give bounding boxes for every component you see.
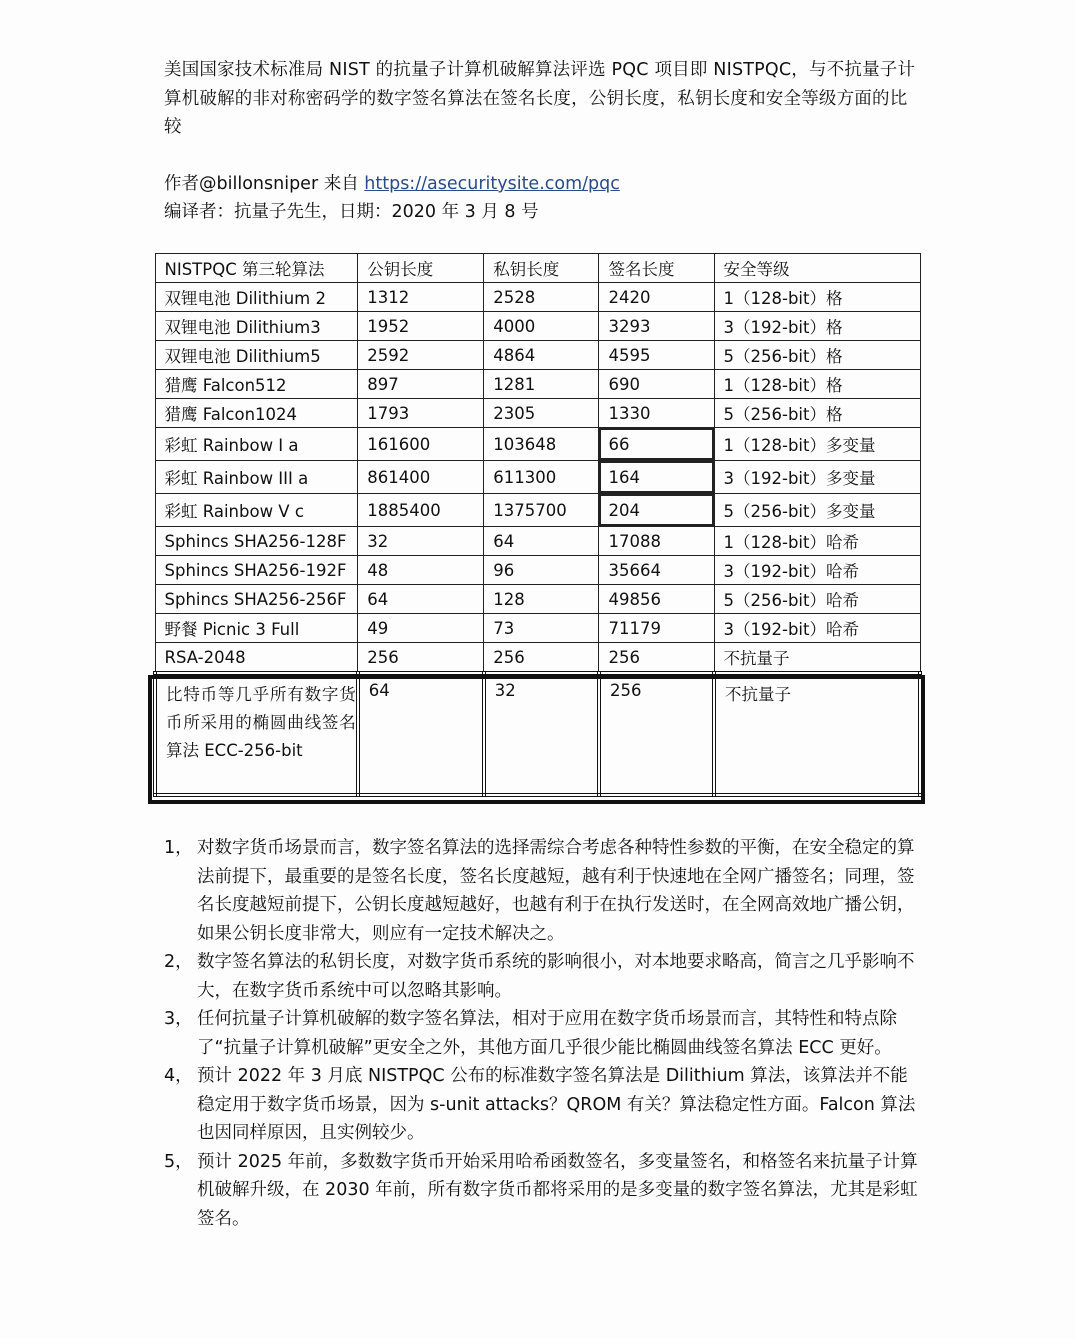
table-cell: 3（192-bit）哈希 [714,556,920,585]
header-cell: 签名长度 [599,254,714,283]
table-cell: 3（192-bit）多变量 [714,461,920,494]
table-cell: 不抗量子 [714,673,920,795]
table-cell: 64 [358,585,484,614]
table-row [155,399,920,428]
table-cell: 不抗量子 [714,643,920,674]
list-item [164,1148,924,1234]
table-cell: 35664 [599,556,714,585]
table-cell: 5（256-bit）哈希 [714,585,920,614]
table-cell: 1375700 [484,494,599,527]
table-cell: 猎鹰 Falcon1024 [155,399,358,428]
note-text: 对数字货币场景而言，数字签名算法的选择需综合考虑各种特性参数的平衡，在安全稳定的算法前提下，最重要的是签名长度，签名长度越短，越有利于快速地在全网广播签名；同理，签名长度越短前提下，公钥长度越短越好，也越有利于在执行发送时，在全网高效地广播公钥，如果公钥长度非常大，则应有一定技术解决之。 [197,838,915,944]
table-cell: 1330 [599,399,714,428]
header-cell: 私钥长度 [484,254,599,283]
intro-paragraph: 美国国家技术标准局 NIST 的抗量子计算机破解算法评选 PQC 项目即 NISTPQC，与不抗量子计算机破解的非对称密码学的数字签名算法在签名长度，公钥长度，私钥长度和安全等级方面的比较 [164,60,916,137]
table-cell: 71179 [599,614,714,643]
table-cell: 161600 [358,428,484,461]
table-cell: 32 [484,673,599,795]
highlighted-signature-cell: 164 [599,461,714,494]
author-text: 作者@billonsniper 来自 [164,174,365,194]
table-cell: 256 [358,643,484,674]
table-cell: 690 [599,370,714,399]
table-cell: 双锂电池 Dilithium5 [155,341,358,370]
table-cell: 128 [484,585,599,614]
table-cell: 猎鹰 Falcon512 [155,370,358,399]
note-number: 5， [164,1151,193,1172]
table-cell: 611300 [484,461,599,494]
table-cell: 彩虹 Rainbow V c [155,494,358,527]
table-cell: 2528 [484,283,599,312]
table-cell: 897 [358,370,484,399]
table-row [155,527,920,556]
table-cell: 双锂电池 Dilithium3 [155,312,358,341]
table-row [155,494,920,527]
table-cell: 32 [358,527,484,556]
note-number: 3， [164,1009,193,1029]
editor-line: 编译者：抗量子先生，日期：2020 年 3 月 8 号 [164,202,539,222]
table-cell: 256 [484,643,599,674]
list-item [164,1005,924,1062]
table-cell: 5（256-bit）多变量 [714,494,920,527]
note-text: 数字签名算法的私钥长度，对数字货币系统的影响很小，对本地要求略高，简言之几乎影响不大，在数字货币系统中可以忽略其影响。 [197,952,915,1001]
table-cell: 彩虹 Rainbow III a [155,461,358,494]
table-cell: 64 [358,673,484,795]
table-row [155,428,920,461]
table-cell: 256 [599,643,714,674]
table-cell: RSA-2048 [155,643,358,674]
note-text: 任何抗量子计算机破解的数字签名算法，相对于应用在数字货币场景而言，其特性和特点除了“抗量子计算机破解”更安全之外，其他方面几乎很少能比椭圆曲线签名算法 ECC 更好。 [197,1009,897,1058]
table-cell: 1（128-bit）多变量 [714,428,920,461]
table-cell: 彩虹 Rainbow I a [155,428,358,461]
table-cell: 73 [484,614,599,643]
comparison-table [153,253,922,797]
notes-list [164,834,924,1233]
table-row [155,643,920,674]
table-cell: 256 [599,673,714,795]
list-item [164,834,924,948]
table-row [155,556,920,585]
table-cell: 17088 [599,527,714,556]
table-cell: 1（128-bit）格 [714,370,920,399]
table-cell: 2305 [484,399,599,428]
table-cell: 5（256-bit）格 [714,341,920,370]
table-cell: 1952 [358,312,484,341]
table-cell: 96 [484,556,599,585]
table-header-row [155,254,920,283]
note-number: 2， [164,952,193,972]
table-cell: 1793 [358,399,484,428]
source-link[interactable]: https://asecuritysite.com/pqc [364,174,620,194]
table-cell: 4595 [599,341,714,370]
author-line [164,170,620,199]
note-text: 预计 2022 年 3 月底 NISTPQC 公布的标准数字签名算法是 Dilithium 算法，该算法并不能稳定用于数字货币场景，因为 s-unit attacks？QROM 有关？算法稳定性方面。Falcon 算法也因同样原因，且实例较少。 [197,1066,916,1143]
note-number: 1， [164,838,193,858]
table-cell: 1281 [484,370,599,399]
table-cell: 3293 [599,312,714,341]
table-cell: 4000 [484,312,599,341]
table-cell: Sphincs SHA256-128F [155,527,358,556]
note-number: 4， [164,1066,193,1086]
table-row [155,461,920,494]
table-cell: 5（256-bit）格 [714,399,920,428]
table-row [155,341,920,370]
list-item [164,1062,924,1148]
header-cell: 公钥长度 [358,254,484,283]
table-cell: 比特币等几乎所有数字货币所采用的椭圆曲线签名算法 ECC-256-bit [155,673,358,795]
table-cell: 2420 [599,283,714,312]
table-cell: 双锂电池 Dilithium 2 [155,283,358,312]
table-cell: 103648 [484,428,599,461]
table-cell: 4864 [484,341,599,370]
note-text: 预计 2025 年前，多数数字货币开始采用哈希函数签名，多变量签名，和格签名来抗量子计算机破解升级，在 2030 年前，所有数字货币都将采用的是多变量的数字签名算法，尤其是彩虹签名。 [197,1151,918,1229]
table-cell: 1（128-bit）哈希 [714,527,920,556]
header-cell: NISTPQC 第三轮算法 [155,254,358,283]
table-cell: 野餐 Picnic 3 Full [155,614,358,643]
table-row [155,283,920,312]
list-item [164,948,924,1005]
table-cell: 49 [358,614,484,643]
table-row [155,312,920,341]
table-cell: 3（192-bit）格 [714,312,920,341]
table-row [155,370,920,399]
table-cell: 1312 [358,283,484,312]
table-row [155,585,920,614]
header-cell: 安全等级 [714,254,920,283]
table-cell: 64 [484,527,599,556]
table-row [155,614,920,643]
table-row-ecc [155,673,920,795]
table-cell: 49856 [599,585,714,614]
table-cell: 861400 [358,461,484,494]
table-cell: 48 [358,556,484,585]
table-cell: 1885400 [358,494,484,527]
table-cell: 1（128-bit）格 [714,283,920,312]
highlighted-signature-cell: 66 [599,428,714,461]
table-cell: Sphincs SHA256-192F [155,556,358,585]
table-cell: 3（192-bit）哈希 [714,614,920,643]
table-cell: Sphincs SHA256-256F [155,585,358,614]
table-cell: 2592 [358,341,484,370]
highlighted-signature-cell: 204 [599,494,714,527]
